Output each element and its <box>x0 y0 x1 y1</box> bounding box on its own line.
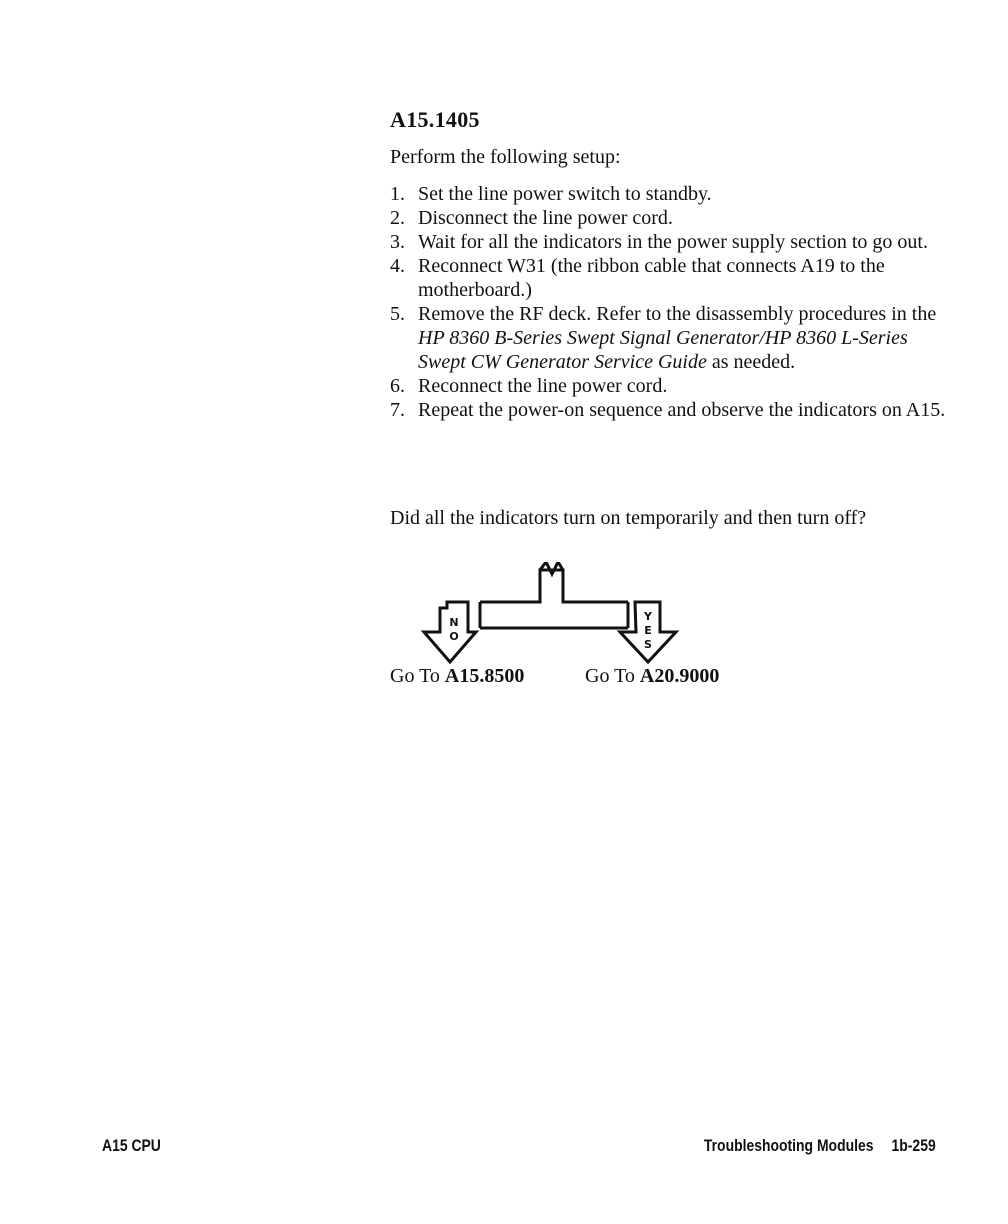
step-text: Disconnect the line power cord. <box>418 207 673 229</box>
goto-prefix: Go To <box>585 665 640 687</box>
page-number: 1b-259 <box>891 1136 936 1155</box>
step-item <box>390 302 950 374</box>
decision-question: Did all the indicators turn on temporarily and then turn off? <box>390 507 867 529</box>
no-label-letter: N <box>449 616 459 629</box>
step-item <box>390 254 950 302</box>
footer-module-name: A15 CPU <box>102 1136 161 1155</box>
setup-intro: Perform the following setup: <box>390 146 621 168</box>
section-heading: A15.1405 <box>390 107 480 132</box>
step-text: as needed. <box>706 351 796 373</box>
yes-label-letter: E <box>644 624 652 637</box>
step-number: 5. <box>390 303 405 325</box>
flow-trunk-peak <box>540 562 563 574</box>
footer-section: Troubleshooting Modules <box>704 1136 874 1155</box>
goto-no-reference <box>390 664 524 688</box>
step-item <box>390 374 950 398</box>
goto-no-target: A15.8500 <box>444 665 525 687</box>
decision-flow-diagram <box>420 562 690 666</box>
flow-trunk <box>480 570 628 602</box>
goto-prefix: Go To <box>390 665 445 687</box>
footer-right <box>704 1136 936 1156</box>
setup-steps-list <box>390 182 950 422</box>
goto-yes-reference <box>585 664 719 688</box>
step-text: Remove the RF deck. Refer to the disassembly procedures in the <box>418 303 937 325</box>
step-text: Set the line power switch to standby. <box>418 183 712 205</box>
step-number: 3. <box>390 231 405 253</box>
service-guide-title: HP 8360 B-Series Swept Signal Generator/HP 8360 L-Series Swept CW Generator Service Guide <box>418 327 908 373</box>
step-item <box>390 206 950 230</box>
step-item <box>390 182 950 206</box>
no-label-letter: O <box>449 630 459 643</box>
yes-label-letter: S <box>644 638 652 651</box>
step-text: Reconnect the line power cord. <box>418 375 668 397</box>
goto-yes-target: A20.9000 <box>639 665 720 687</box>
yes-label-letter: Y <box>644 610 652 623</box>
step-item <box>390 230 950 254</box>
step-text: Reconnect W31 (the ribbon cable that connects A19 to the motherboard.) <box>418 255 885 301</box>
step-number: 6. <box>390 375 405 397</box>
step-item <box>390 398 950 422</box>
step-text: Repeat the power-on sequence and observe the indicators on A15. <box>418 399 946 421</box>
step-number: 7. <box>390 399 405 421</box>
step-text: Wait for all the indicators in the power supply section to go out. <box>418 231 928 253</box>
step-number: 1. <box>390 183 405 205</box>
step-number: 4. <box>390 255 405 277</box>
step-number: 2. <box>390 207 405 229</box>
